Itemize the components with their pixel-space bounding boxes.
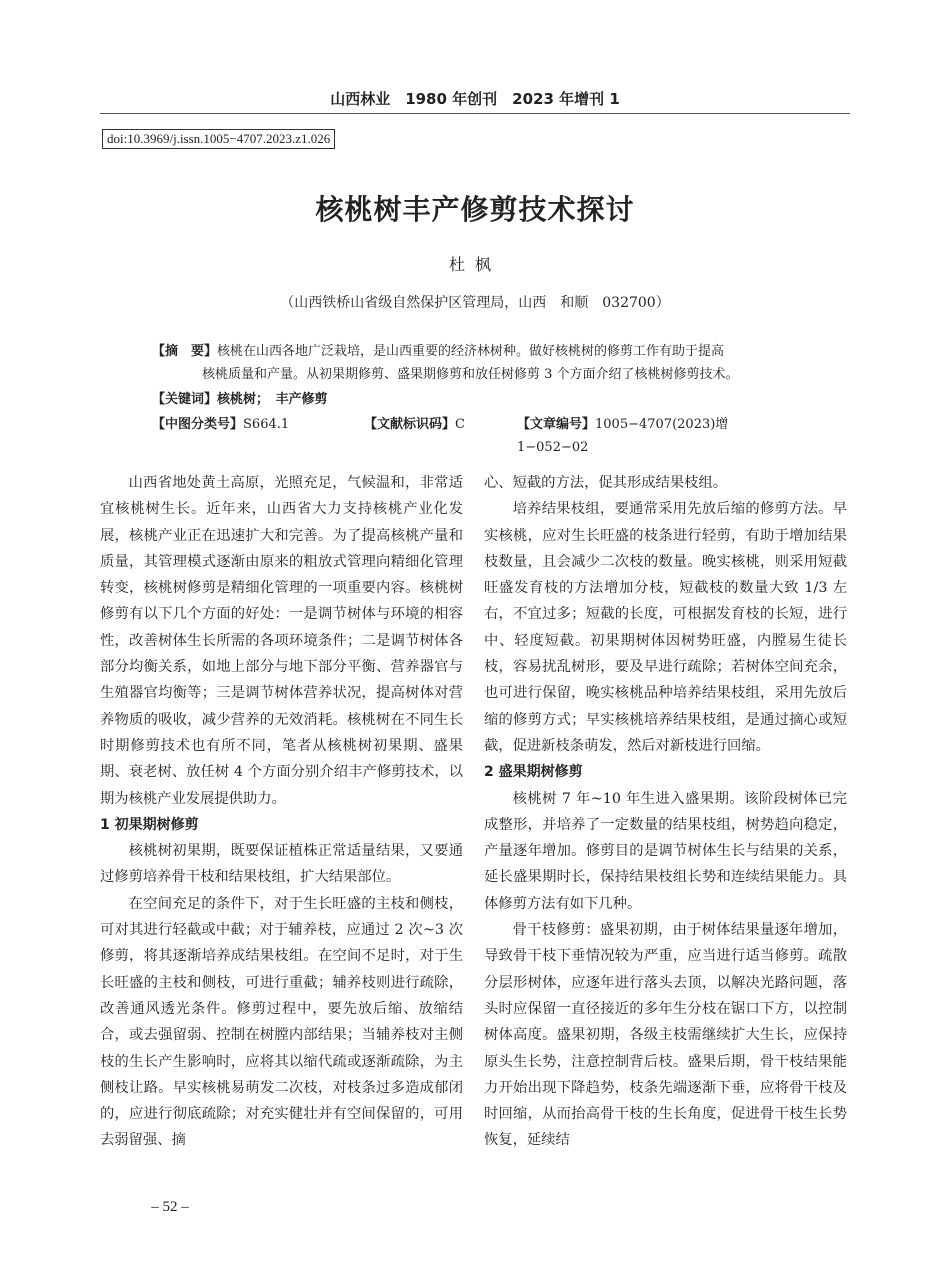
left-column	[100, 470, 463, 1154]
section-heading-2: 2 盛果期树修剪	[484, 764, 583, 781]
doc-code-cell	[364, 413, 465, 436]
abstract-block	[152, 340, 802, 455]
classification-line	[152, 413, 802, 455]
page-number: – 52 –	[151, 1199, 189, 1215]
section2-paragraph-2: 骨干枝修剪：盛果初期，由于树体结果量逐年增加，导致骨干枝下垂情况较为严重，应当进行适当修剪。疏散分层形树体，应逐年进行落头去顶，以解决光路问题，落头时应保留一直径接近的多年生分枝在锯口下方，以控制树体高度。盛果初期，各级主枝需继续扩大生长，应保持原头生长势，注意控制背后枝。盛果后期，骨干枝结果能力开始出现下降趋势，枝条先端逐渐下垂，应将骨干枝及时回缩，从而抬高骨干枝的生长角度，促进骨干枝生长势恢复，延续结	[484, 922, 847, 1149]
section1-paragraph-1: 核桃树初果期，既要保证植株正常适量结果，又要通过修剪培养骨干枝和结果枝组，扩大结果部位。	[100, 843, 463, 886]
article-number-value: 1005−4707(2023)增 1−052−02	[517, 417, 729, 455]
article-title: 核桃树丰产修剪技术探讨	[315, 193, 635, 226]
keywords-label: 【关键词】	[152, 392, 218, 407]
section1-paragraph-3: 培养结果枝组，要通常采用先放后缩的修剪方法。早实核桃，应对生长旺盛的枝条进行轻剪，有助于增加结果枝数量，且会减少二次枝的数量。晚实核桃，则采用短截旺盛发育枝的方法增加分枝，短截枝的数量大致 1/3 左右，不宜过多；短截的长度，可根据发育枝的长短，进行中、轻度短截。初果期树体因树势旺盛，内膛易生徒长枝，容易扰乱树形，要及早进行疏除；若树体空间充余，也可进行保留，晚实核桃品种培养结果枝组，采用先放后缩的修剪方式；早实核桃培养结果枝组，是通过摘心或短截，促进新枝条萌发，然后对新枝进行回缩。	[484, 501, 847, 754]
keywords-line	[152, 388, 802, 411]
abstract-text-2: 核桃质量和产量。从初果期修剪、盛果期修剪和放任树修剪 3 个方面介绍了核桃树修剪技术。	[202, 367, 739, 382]
doi-box: doi:10.3969/j.issn.1005−4707.2023.z1.026	[102, 129, 335, 149]
clc-cell	[152, 413, 289, 436]
article-number-label: 【文章编号】	[517, 417, 596, 432]
section-heading-1: 1 初果期树修剪	[100, 816, 199, 833]
right-column	[484, 470, 847, 1154]
section1-paragraph-2: 在空间充足的条件下，对于生长旺盛的主枝和侧枝，可对其进行轻截或中截；对于辅养枝，应通过 2 次~3 次修剪，将其逐渐培养成结果枝组。在空间不足时，对于生长旺盛的主枝和侧枝，可进行重截；辅养枝则进行疏除，改善通风透光条件。修剪过程中，要先放后缩、放缩结合，或去强留弱、控制在树膛内部结果；当辅养枝对主侧枝的生长产生影响时，应将其以缩代疏或逐渐疏除，为主侧枝让路。早实核桃易萌发二次枝，对枝条过多造成郁闭的，应进行彻底疏除；对充实健壮并有空间保留的，可用去弱留强、摘	[100, 895, 463, 1149]
doc-code-value: C	[455, 417, 465, 432]
author-affiliation: （山西铁桥山省级自然保护区管理局，山西 和顺 032700）	[280, 295, 670, 311]
intro-paragraph: 山西省地处黄土高原，光照充足，气候温和，非常适宜核桃树生长。近年来，山西省大力支持核桃产业化发展，核桃产业正在迅速扩大和完善。为了提高核桃产量和质量，其管理模式逐渐由原来的粗放式管理向精细化管理转变，核桃树修剪是精细化管理的一项重要内容。核桃树修剪有以下几个方面的好处：一是调节树体与环境的相容性，改善树体生长所需的各项环境条件；二是调节树体各部分均衡关系，如地上部分与地下部分平衡、营养器官与生殖器官均衡等；三是调节树体营养状况，提高树体对营养物质的吸收，减少营养的无效消耗。核桃树在不同生长时期修剪技术也有所不同，笔者从核桃树初果期、盛果期、衰老树、放任树 4 个方面分别介绍丰产修剪技术，以期为核桃产业发展提供助力。	[100, 475, 463, 807]
journal-header: 山西林业 1980 年创刊 2023 年增刊 1	[330, 90, 620, 108]
clc-value: S664.1	[243, 417, 290, 432]
clc-label: 【中图分类号】	[152, 417, 244, 432]
abstract-text-1: 核桃在山西各地广泛栽培，是山西重要的经济林树种。做好核桃树的修剪工作有助于提高	[217, 344, 725, 359]
keywords-value: 核桃树； 丰产修剪	[217, 392, 328, 407]
section2-paragraph-1: 核桃树 7 年~10 年生进入盛果期。该阶段树体已完成整形，并培养了一定数量的结果枝组，树势趋向稳定，产量逐年增加。修剪目的是调节树体生长与结果的关系，延长盛果期时长，保持结果枝组长势和连续结果能力。具体修剪方法有如下几种。	[484, 790, 847, 912]
article-number-cell	[517, 413, 802, 459]
abstract-line-1	[152, 340, 802, 363]
continued-paragraph: 心、短截的方法，促其形成结果枝组。	[484, 475, 728, 491]
header-rule	[100, 113, 850, 114]
doc-code-label: 【文献标识码】	[364, 417, 456, 432]
abstract-label: 【摘 要】	[152, 344, 218, 359]
article-author: 杜枫	[448, 255, 501, 274]
